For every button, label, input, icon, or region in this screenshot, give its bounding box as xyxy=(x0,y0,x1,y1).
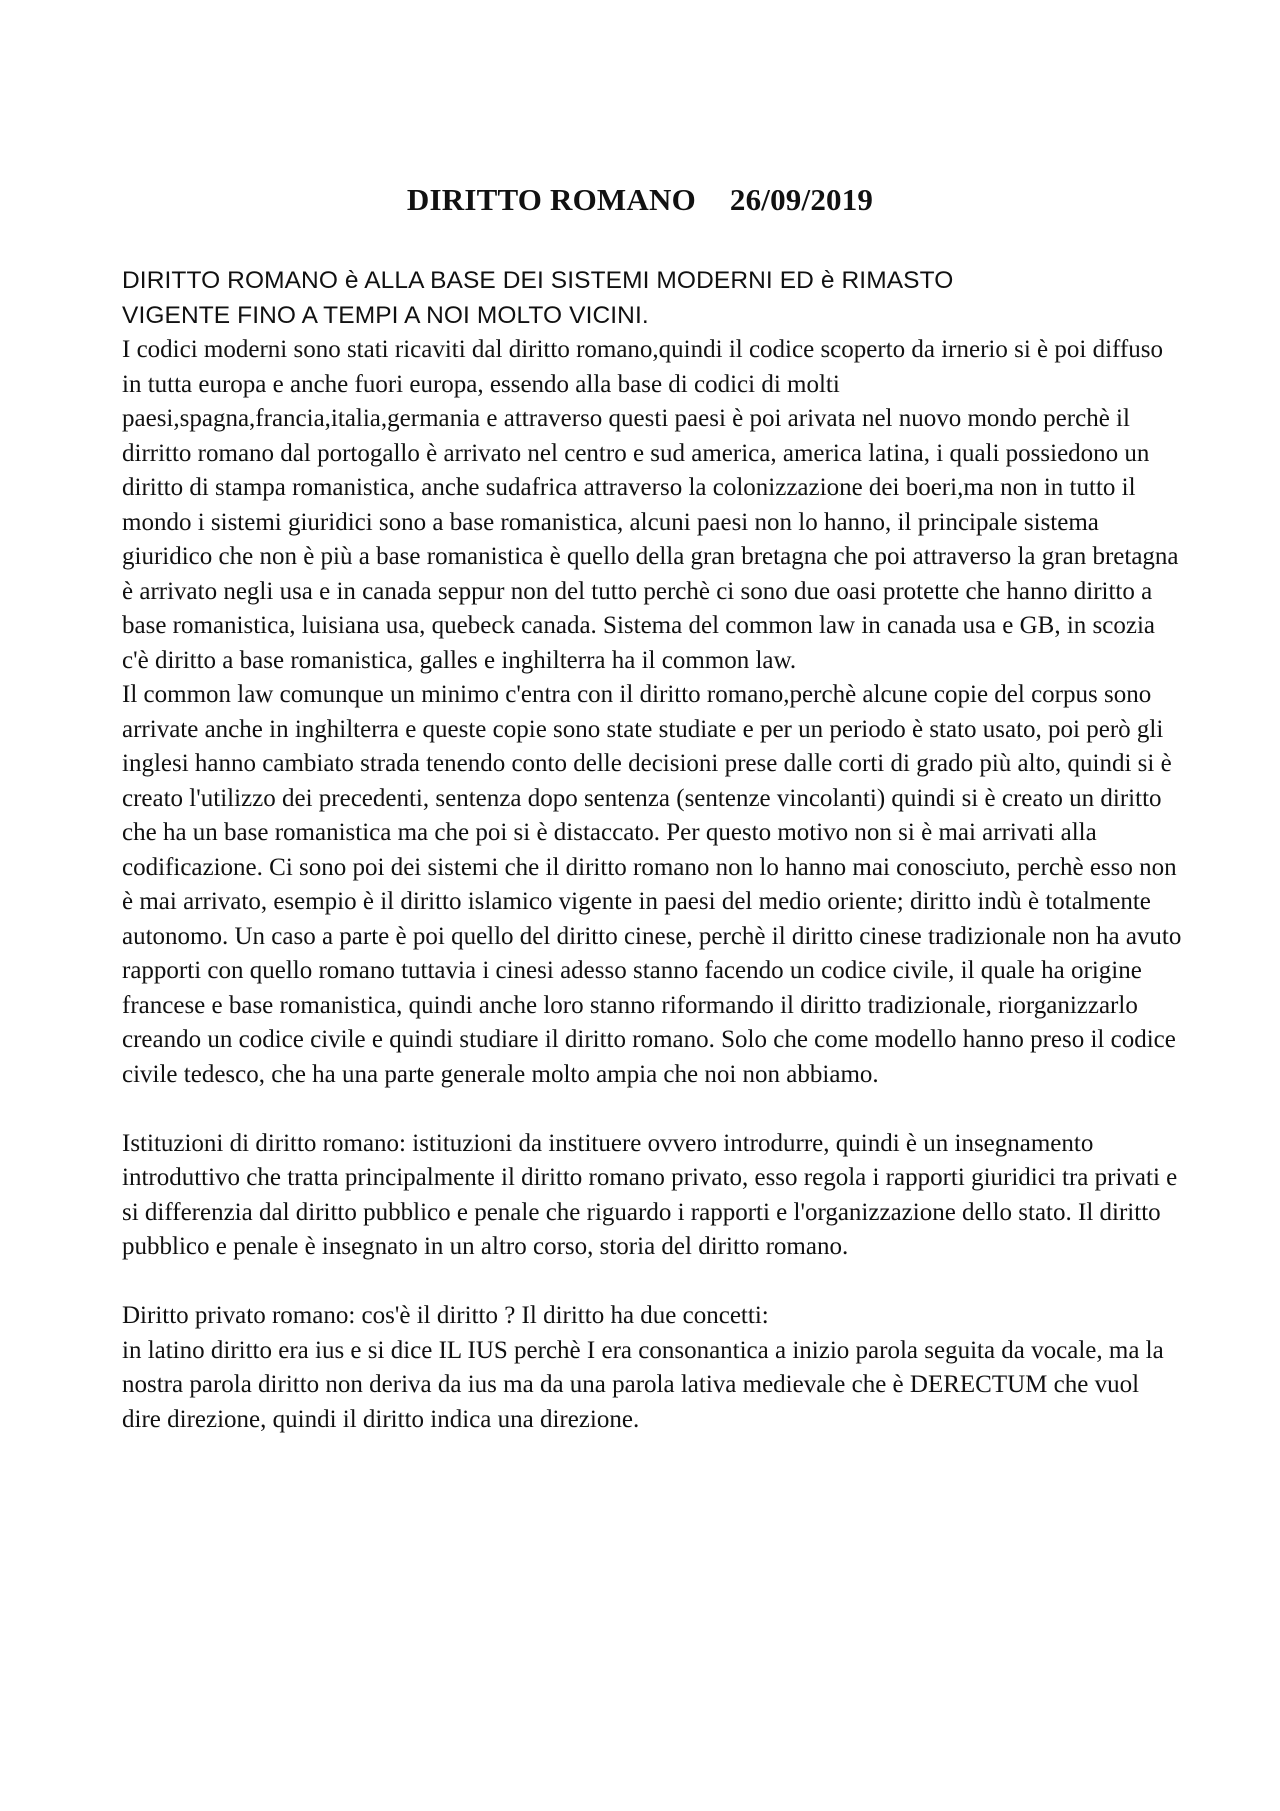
intro-heading-line-1: DIRITTO ROMANO è ALLA BASE DEI SISTEMI MODERNI ED è RIMASTO xyxy=(122,267,954,294)
paragraph-istituzioni: Istituzioni di diritto romano: istituzioni da instituere ovvero introdurre, quindi è un insegnamento introduttivo che tratta principalmente il diritto romano privato, esso regola i rapporti giuridici tra privati e si differenzia dal diritto pubblico e penale che riguardo i rapporti e l'organizzazione dello stato. Il diritto pubblico e penale è insegnato in un altro corso, storia del diritto romano. xyxy=(122,1129,1178,1260)
paragraph-common-law: Il common law comunque un minimo c'entra con il diritto romano,perchè alcune copie del corpus sono arrivate anche in inghilterra e queste copie sono state studiate e per un periodo è stato usato, poi però gli inglesi hanno cambiato strada tenendo conto delle decisioni prese dalle corti di grado più alto, quindi si è creato l'utilizzo dei precedenti, sentenza dopo sentenza (sentenze vincolanti) quindi si è creato un diritto che ha un base romanistica ma che poi si è distaccato. Per questo motivo non si è mai arrivati alla codificazione. Ci sono poi dei sistemi che il diritto romano non lo hanno mai conosciuto, perchè esso non è mai arrivato, esempio è il diritto islamico vigente in paesi del medio oriente; diritto indù è totalmente autonomo. Un caso a parte è poi quello del diritto cinese, perchè il diritto cinese tradizionale non ha avuto rapporti con quello romano tuttavia i cinesi adesso stanno facendo un codice civile, il quale ha origine francese e base romanistica, quindi anche loro stanno riformando il diritto tradizionale, riorganizzarlo creando un codice civile e quindi studiare il diritto romano. Solo che come modello hanno preso il codice civile tedesco, che ha una parte generale molto ampia che noi non abbiamo. xyxy=(122,681,1182,1088)
title-subject: DIRITTO ROMANO xyxy=(406,182,696,217)
paragraph-spacer xyxy=(122,1092,1182,1127)
paragraph-codici-moderni: I codici moderni sono stati ricaviti dal diritto romano,quindi il codice scoperto da irnerio si è poi diffuso in tutta europa e anche fuori europa, essendo alla base di codici di molti paesi,spagna,francia,italia,germania e attraverso questi paesi è poi arivata nel nuovo mondo perchè il dirritto romano dal portogallo è arrivato nel centro e sud america, america latina, i quali possiedono un diritto di stampa romanistica, anche sudafrica attraverso la colonizzazione dei boeri,ma non in tutto il mondo i sistemi giuridici sono a base romanistica, alcuni paesi non lo hanno, il principale sistema giuridico che non è più a base romanistica è quello della gran bretagna che poi attraverso la gran bretagna è arrivato negli usa e in canada seppur non del tutto perchè ci sono due oasi protette che hanno diritto a base romanistica, luisiana usa, quebeck canada. Sistema del common law in canada usa e GB, in scozia c'è diritto a base romanistica, galles e inghilterra ha il common law. xyxy=(122,336,1179,674)
title-date: 26/09/2019 xyxy=(729,182,874,217)
paragraph-spacer xyxy=(122,1265,1182,1300)
paragraph-ius-directum: in latino diritto era ius e si dice IL IUS perchè I era consonantica a inizio parola seguita da vocale, ma la nostra parola diritto non deriva da ius ma da una parola lativa medievale che è DERECTUM che vuol dire direzione, quindi il diritto indica una direzione. xyxy=(122,1336,1164,1433)
paragraph-diritto-privato-heading: Diritto privato romano: cos'è il diritto ? Il diritto ha due concetti: xyxy=(122,1302,769,1329)
document-body xyxy=(122,264,1182,1437)
page-title xyxy=(0,180,1280,220)
intro-heading-line-2: VIGENTE FINO A TEMPI A NOI MOLTO VICINI. xyxy=(122,301,649,329)
